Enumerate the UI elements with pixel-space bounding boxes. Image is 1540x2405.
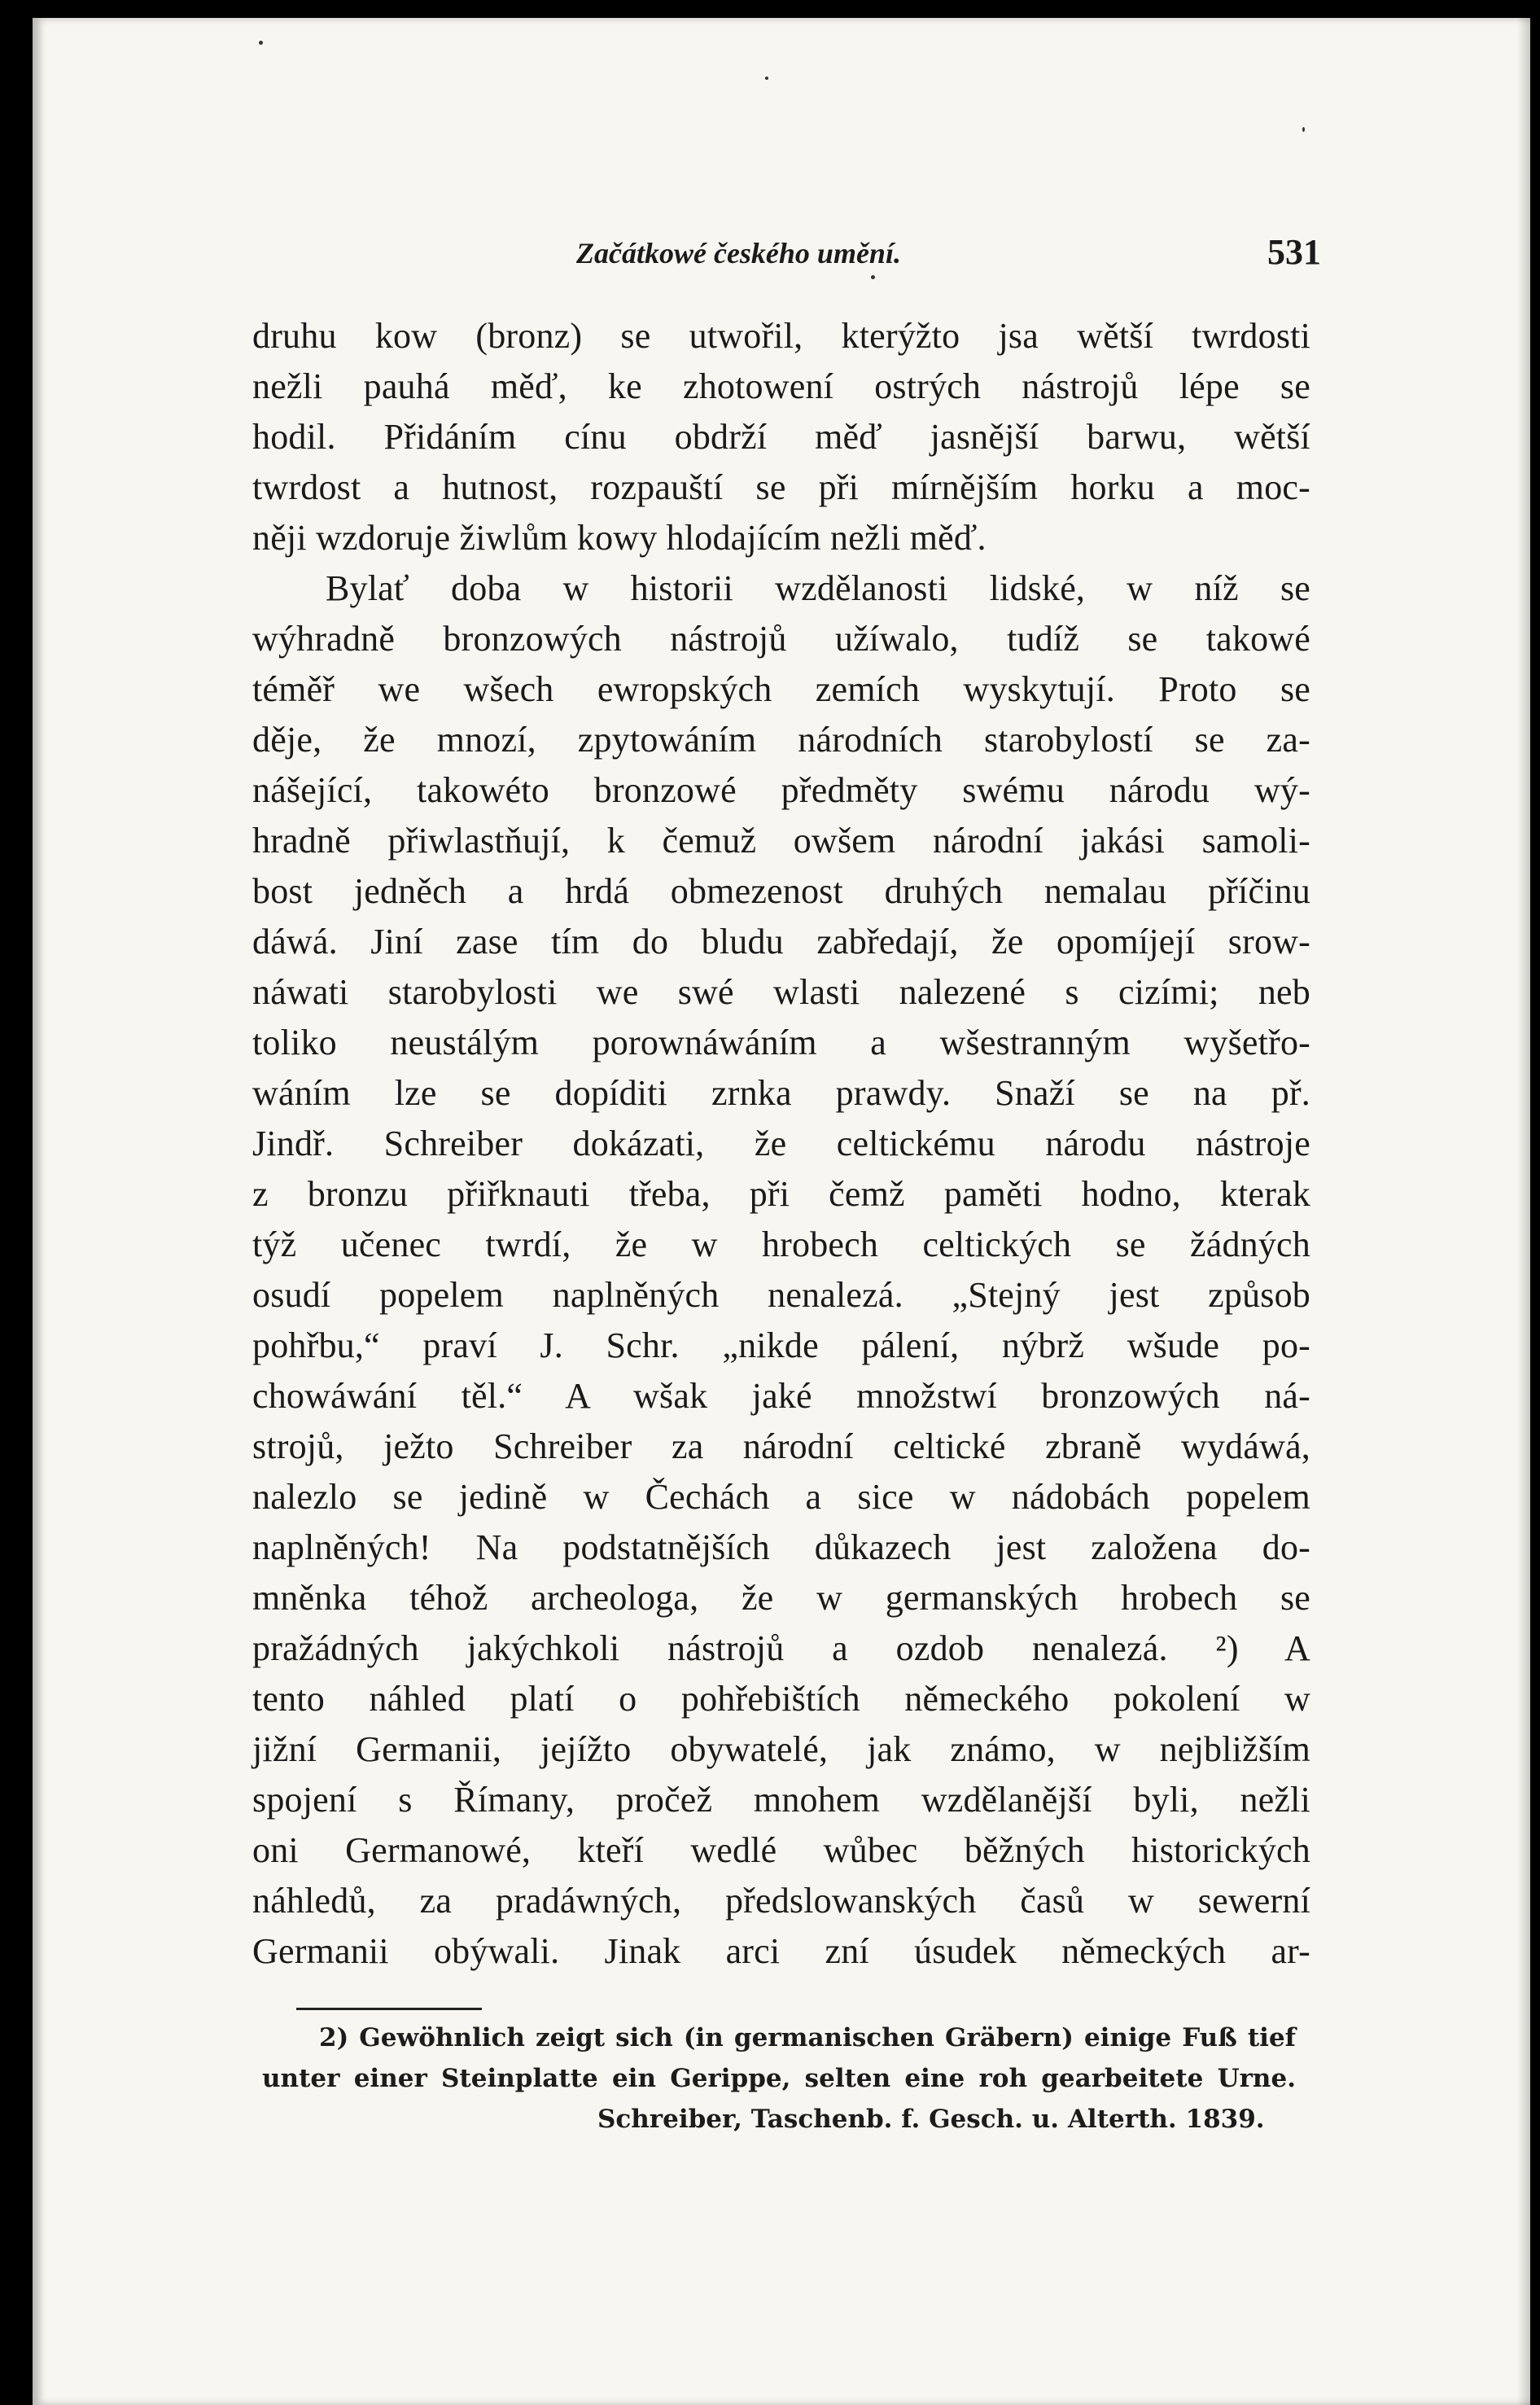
footnote-divider [296,2008,482,2010]
text-line: chowáwání těl.“ A wšak jaké množstwí bronzowých ná- [252,1376,1310,1416]
text-line: z bronzu přiřknauti třeba, při čemž paměti hodno, kterak [252,1174,1310,1214]
text-line: pražádných jakýchkoli nástrojů a ozdob nenalezá. ²) A [252,1628,1310,1668]
footnote-line: 2) Gewöhnlich zeigt sich (in germanischen Gräbern) einige Fuß tief [319,2023,1296,2052]
text-line: nalezlo se jedině w Čechách a sice w nádobách popelem [252,1477,1310,1517]
text-line: pohřbu,“ praví J. Schr. „nikde pálení, nýbrž wšude po- [252,1325,1310,1365]
scan-speck [765,77,768,80]
scan-speck [259,41,263,45]
text-line: hodil. Přidáním cínu obdrží měď jasnější barwu, wětší [252,417,1310,457]
scan-shadow [1517,18,1530,2405]
text-line: hradně přiwlastňují, k čemuž owšem národní jakási samoli- [252,821,1310,861]
text-line: tento náhled platí o pohřebištích německého pokolení w [252,1679,1310,1719]
text-line: druhu kow (bronz) se utwořil, kterýžto jsa wětší twrdosti [252,316,1310,356]
text-line: oni Germanowé, kteří wedlé wůbec běžných historických [252,1830,1310,1870]
text-line: Jindř. Schreiber dokázati, že celtickému národu nástroje [252,1124,1310,1163]
text-line: strojů, ježto Schreiber za národní celtické zbraně wydáwá, [252,1426,1310,1466]
text-line: náwati starobylosti we swé wlasti nalezené s cizími; neb [252,972,1310,1012]
text-line: bost jedněch a hrdá obmezenost druhých nemalau příčinu [252,871,1310,911]
text-line: toliko neustálým porownáwáním a wšestranným wyšetřo- [252,1023,1310,1062]
running-head [265,232,1321,285]
running-title: Začátkowé českého umění. [576,237,901,269]
text-line: týž učenec twrdí, že w hrobech celtických se žádných [252,1224,1310,1264]
footnote-source: Schreiber, Taschenb. f. Gesch. u. Alterth. 1839. [597,2105,1265,2134]
text-line: jižní Germanii, jejížto obywatelé, jak známo, w nejbližším [252,1729,1310,1769]
text-line: Bylať doba w historii wzdělanosti lidské, w níž se [326,568,1310,608]
text-line: twrdost a hutnost, rozpauští se při mírnějším horku a moc- [252,467,1310,507]
scan-speck [871,275,875,279]
text-line: Germanii obýwali. Jinak arci zní úsudek německých ar- [252,1931,1310,1971]
book-page [33,18,1530,2405]
text-line: dáwá. Jiní zase tím do bludu zabředají, že opomíjejí srow- [252,922,1310,962]
text-line: nášející, takowéto bronzowé předměty swému národu wý- [252,770,1310,810]
text-line: mněnka téhož archeologa, že w germanských hrobech se [252,1578,1310,1618]
text-line: náhledů, za pradáwných, předslowanských časů w sewerní [252,1881,1310,1921]
text-line: téměř we wšech ewropských zemích wyskytují. Proto se [252,669,1310,709]
text-line: nežli pauhá měď, ke zhotowení ostrých nástrojů lépe se [252,366,1310,406]
text-line: děje, že mnozí, zpytowáním národních starobylostí se za- [252,720,1310,760]
footnote-line: unter einer Steinplatte ein Gerippe, selten eine roh gearbeitete Urne. [262,2064,1296,2093]
text-line: osudí popelem naplněných nenalezá. „Stejný jest způsob [252,1275,1310,1315]
text-line: něji wzdoruje žiwlům kowy hlodajícím nežli měď. [252,518,987,558]
page-number: 531 [1267,232,1321,272]
scan-speck [1302,127,1305,132]
text-line: spojení s Římany, pročež mnohem wzdělanější byli, nežli [252,1780,1310,1820]
text-line: wýhradně bronzowých nástrojů užíwalo, tudíž se takowé [252,619,1310,659]
text-line: naplněných! Na podstatnějších důkazech jest založena do- [252,1527,1310,1567]
text-line: wáním lze se dopíditi zrnka prawdy. Snaží se na př. [252,1073,1310,1113]
footnote [262,2017,1296,2140]
body-text [252,311,1310,1977]
